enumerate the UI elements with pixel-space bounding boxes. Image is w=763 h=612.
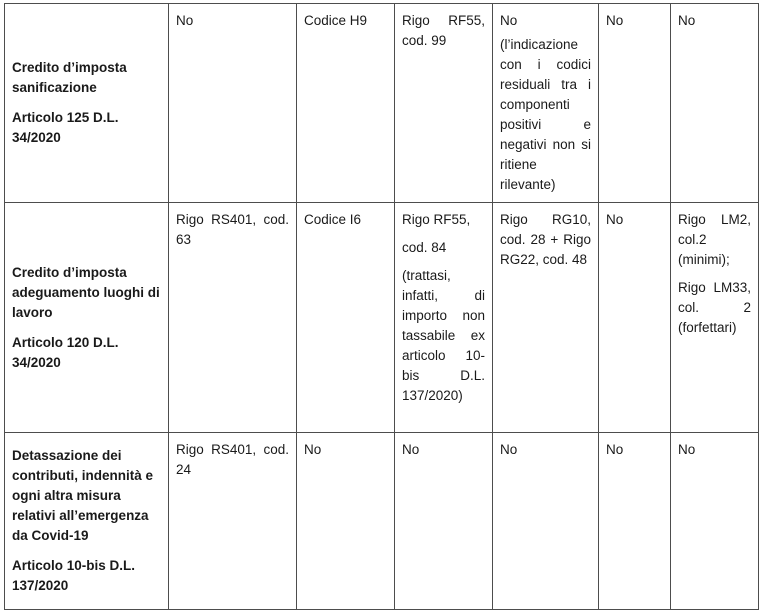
table-cell — [297, 433, 395, 610]
table-cell — [169, 433, 297, 610]
table-cell — [671, 203, 759, 433]
table-row-sanificazione — [5, 4, 759, 203]
cell-note: (l’indicazione con i codici residuali tra i componenti positivi e negativi non si ritiene rilevante) — [500, 37, 591, 192]
table-cell — [599, 4, 671, 203]
table-row-adeguamento — [5, 203, 759, 433]
table-cell — [671, 4, 759, 203]
measure-reference: Articolo 120 D.L. 34/2020 — [12, 334, 119, 370]
tax-credits-table — [4, 3, 759, 610]
table-cell — [395, 203, 493, 433]
cell-text: No — [606, 442, 624, 457]
measure-title: Credito d’imposta sanificazione — [12, 60, 127, 95]
cell-text: Rigo RF55, — [402, 212, 471, 227]
cell-text: Rigo RS401, cod. 24 — [176, 442, 289, 477]
cell-text: Rigo RS401, cod. 63 — [176, 212, 289, 247]
table-row-detassazione — [5, 433, 759, 610]
table-cell — [599, 203, 671, 433]
measure-title: Credito d’imposta adeguamento luoghi di lavoro — [12, 264, 160, 320]
cell-text: No — [304, 442, 322, 457]
table-cell — [169, 203, 297, 433]
measure-reference: Articolo 10-bis D.L. 137/2020 — [12, 558, 136, 593]
measure-reference: Articolo 125 D.L. 34/2020 — [12, 110, 119, 145]
row-header-cell — [5, 203, 169, 433]
cell-text: No — [678, 442, 696, 457]
table-cell — [493, 4, 599, 203]
cell-text: Codice I6 — [304, 212, 362, 227]
cell-text: Rigo LM33, col. 2 (forfettari) — [678, 280, 751, 335]
cell-text: No — [606, 212, 624, 227]
cell-text: No — [500, 442, 518, 457]
table-cell — [493, 433, 599, 610]
cell-text: No — [176, 13, 194, 28]
cell-text: Rigo LM2, col.2 (minimi); — [678, 212, 751, 267]
cell-text: No — [500, 13, 518, 28]
table-cell — [599, 433, 671, 610]
table-cell — [169, 4, 297, 203]
cell-text: No — [678, 13, 696, 28]
table-cell — [297, 4, 395, 203]
table-cell — [297, 203, 395, 433]
table-cell — [493, 203, 599, 433]
cell-note: (trattasi, infatti, di importo non tassabile ex articolo 10-bis D.L. 137/2020) — [402, 268, 485, 403]
cell-text: Codice H9 — [304, 13, 368, 28]
cell-text: cod. 84 — [402, 240, 447, 255]
table-cell — [395, 4, 493, 203]
cell-text: Rigo RF55, cod. 99 — [402, 13, 485, 48]
table-cell — [395, 433, 493, 610]
cell-text: No — [402, 442, 420, 457]
cell-text: No — [606, 13, 624, 28]
row-header-cell — [5, 433, 169, 610]
measure-title: Detassazione dei contributi, indennità e ogni altra misura relativi all’emergenza da Covid-19 — [12, 448, 153, 543]
cell-text: Rigo RG10, cod. 28 + Rigo RG22, cod. 48 — [500, 212, 591, 267]
row-header-cell — [5, 4, 169, 203]
table-cell — [671, 433, 759, 610]
